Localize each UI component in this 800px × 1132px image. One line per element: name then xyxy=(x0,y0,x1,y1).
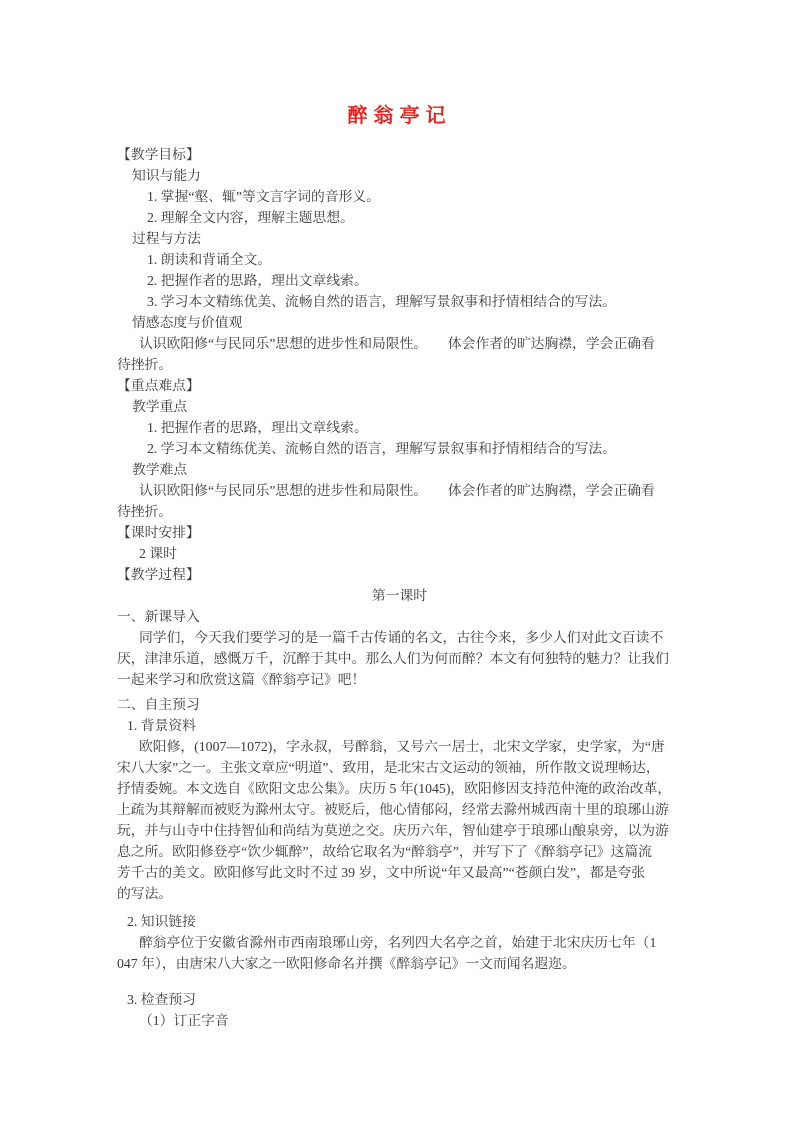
doc-line: 2. 理解全文内容，理解主题思想。 xyxy=(147,210,354,225)
doc-line: 1. 朗读和背诵全文。 xyxy=(147,252,272,267)
doc-line: 待挫折。 xyxy=(117,504,173,519)
sub-heading: 过程与方法 xyxy=(132,231,201,246)
doc-line: 厌，津津乐道，感慨万千，沉醉于其中。那么人们为何而醉？本文有何独特的魅力？让我们 xyxy=(117,651,669,666)
doc-line: 3. 学习本文精练优美、流畅自然的语言，理解写景叙事和抒情相结合的写法。 xyxy=(147,294,617,309)
doc-line: （1）订正字音 xyxy=(139,1013,229,1028)
doc-line: 2. 学习本文精练优美、流畅自然的语言，理解写景叙事和抒情相结合的写法。 xyxy=(147,441,617,456)
doc-line: 2. 知识链接 xyxy=(127,914,196,929)
doc-line: 一起来学习和欣赏这篇《醉翁亭记》吧！ xyxy=(117,672,366,687)
doc-line: 认识欧阳修“与民同乐”思想的进步性和局限性。 体会作者的旷达胸襟，学会正确看 xyxy=(139,336,655,351)
chapter-heading: 第一课时 xyxy=(371,588,428,603)
doc-line: 芳千古的美文。欧阳修写此文时不过 39 岁，文中所说“年又最高”“苍颜白发”，都是夸张 xyxy=(117,865,646,880)
doc-line: 1. 背景资料 xyxy=(127,718,196,733)
doc-line: 认识欧阳修“与民同乐”思想的进步性和局限性。 体会作者的旷达胸襟，学会正确看 xyxy=(139,483,655,498)
list-heading: 二、自主预习 xyxy=(117,697,200,712)
doc-line: 2 课时 xyxy=(139,546,177,561)
doc-line: 1. 把握作者的思路，理出文章线索。 xyxy=(147,420,368,435)
sub-heading: 教学重点 xyxy=(132,399,188,414)
section-heading: 【教学过程】 xyxy=(117,567,200,582)
doc-line: 欧阳修，(1007—1072)，字永叔，号醉翁，又号六一居士，北宋文学家，史学家，为“唐 xyxy=(139,739,665,754)
doc-line: 同学们，今天我们要学习的是一篇千古传诵的名文，古往今来，多少人们对此文百读不 xyxy=(139,630,664,645)
section-heading: 【课时安排】 xyxy=(117,525,200,540)
doc-line: 醉翁亭位于安徽省滁州市西南琅琊山旁，名列四大名亭之首，始建于北宋庆历七年（1 xyxy=(139,935,657,950)
doc-line: 1. 掌握“壑、辄”等文言字词的音形义。 xyxy=(147,189,380,204)
doc-line: 上疏为其辩解而被贬为滁州太守。被贬后，他心情郁闷，经常去滁州城西南十里的琅琊山游 xyxy=(117,802,669,817)
sub-heading: 教学难点 xyxy=(132,462,188,477)
doc-line: 3. 检查预习 xyxy=(127,992,196,1007)
page-title: 醉翁亭记 xyxy=(347,105,452,127)
doc-line: 047 年），由唐宋八大家之一欧阳修命名并撰《醉翁亭记》一文而闻名遐迩。 xyxy=(117,956,576,971)
doc-line: 抒情委婉。本文选自《欧阳文忠公集》。庆历 5 年(1045)，欧阳修因支持范仲淹的政治改革， xyxy=(117,781,672,796)
sub-heading: 知识与能力 xyxy=(132,168,201,183)
list-heading: 一、新课导入 xyxy=(117,609,200,624)
doc-line: 的写法。 xyxy=(117,886,173,901)
sub-heading: 情感态度与价值观 xyxy=(132,315,243,330)
document-body xyxy=(117,144,682,1031)
doc-line: 玩，并与山寺中住持智仙和尚结为莫逆之交。庆历六年，智仙建亭于琅琊山酿泉旁，以为游 xyxy=(117,823,669,838)
doc-line: 宋八大家”之一。主张文章应“明道”、致用，是北宋古文运动的领袖，所作散文说理畅达， xyxy=(117,760,660,775)
doc-line: 待挫折。 xyxy=(117,357,173,372)
section-heading: 【重点难点】 xyxy=(117,378,200,393)
section-heading: 【教学目标】 xyxy=(117,147,200,162)
doc-line: 息之所。欧阳修登亭“饮少辄醉”，故给它取名为“醉翁亭”，并写下了《醉翁亭记》这篇流 xyxy=(117,844,652,859)
doc-line: 2. 把握作者的思路，理出文章线索。 xyxy=(147,273,368,288)
